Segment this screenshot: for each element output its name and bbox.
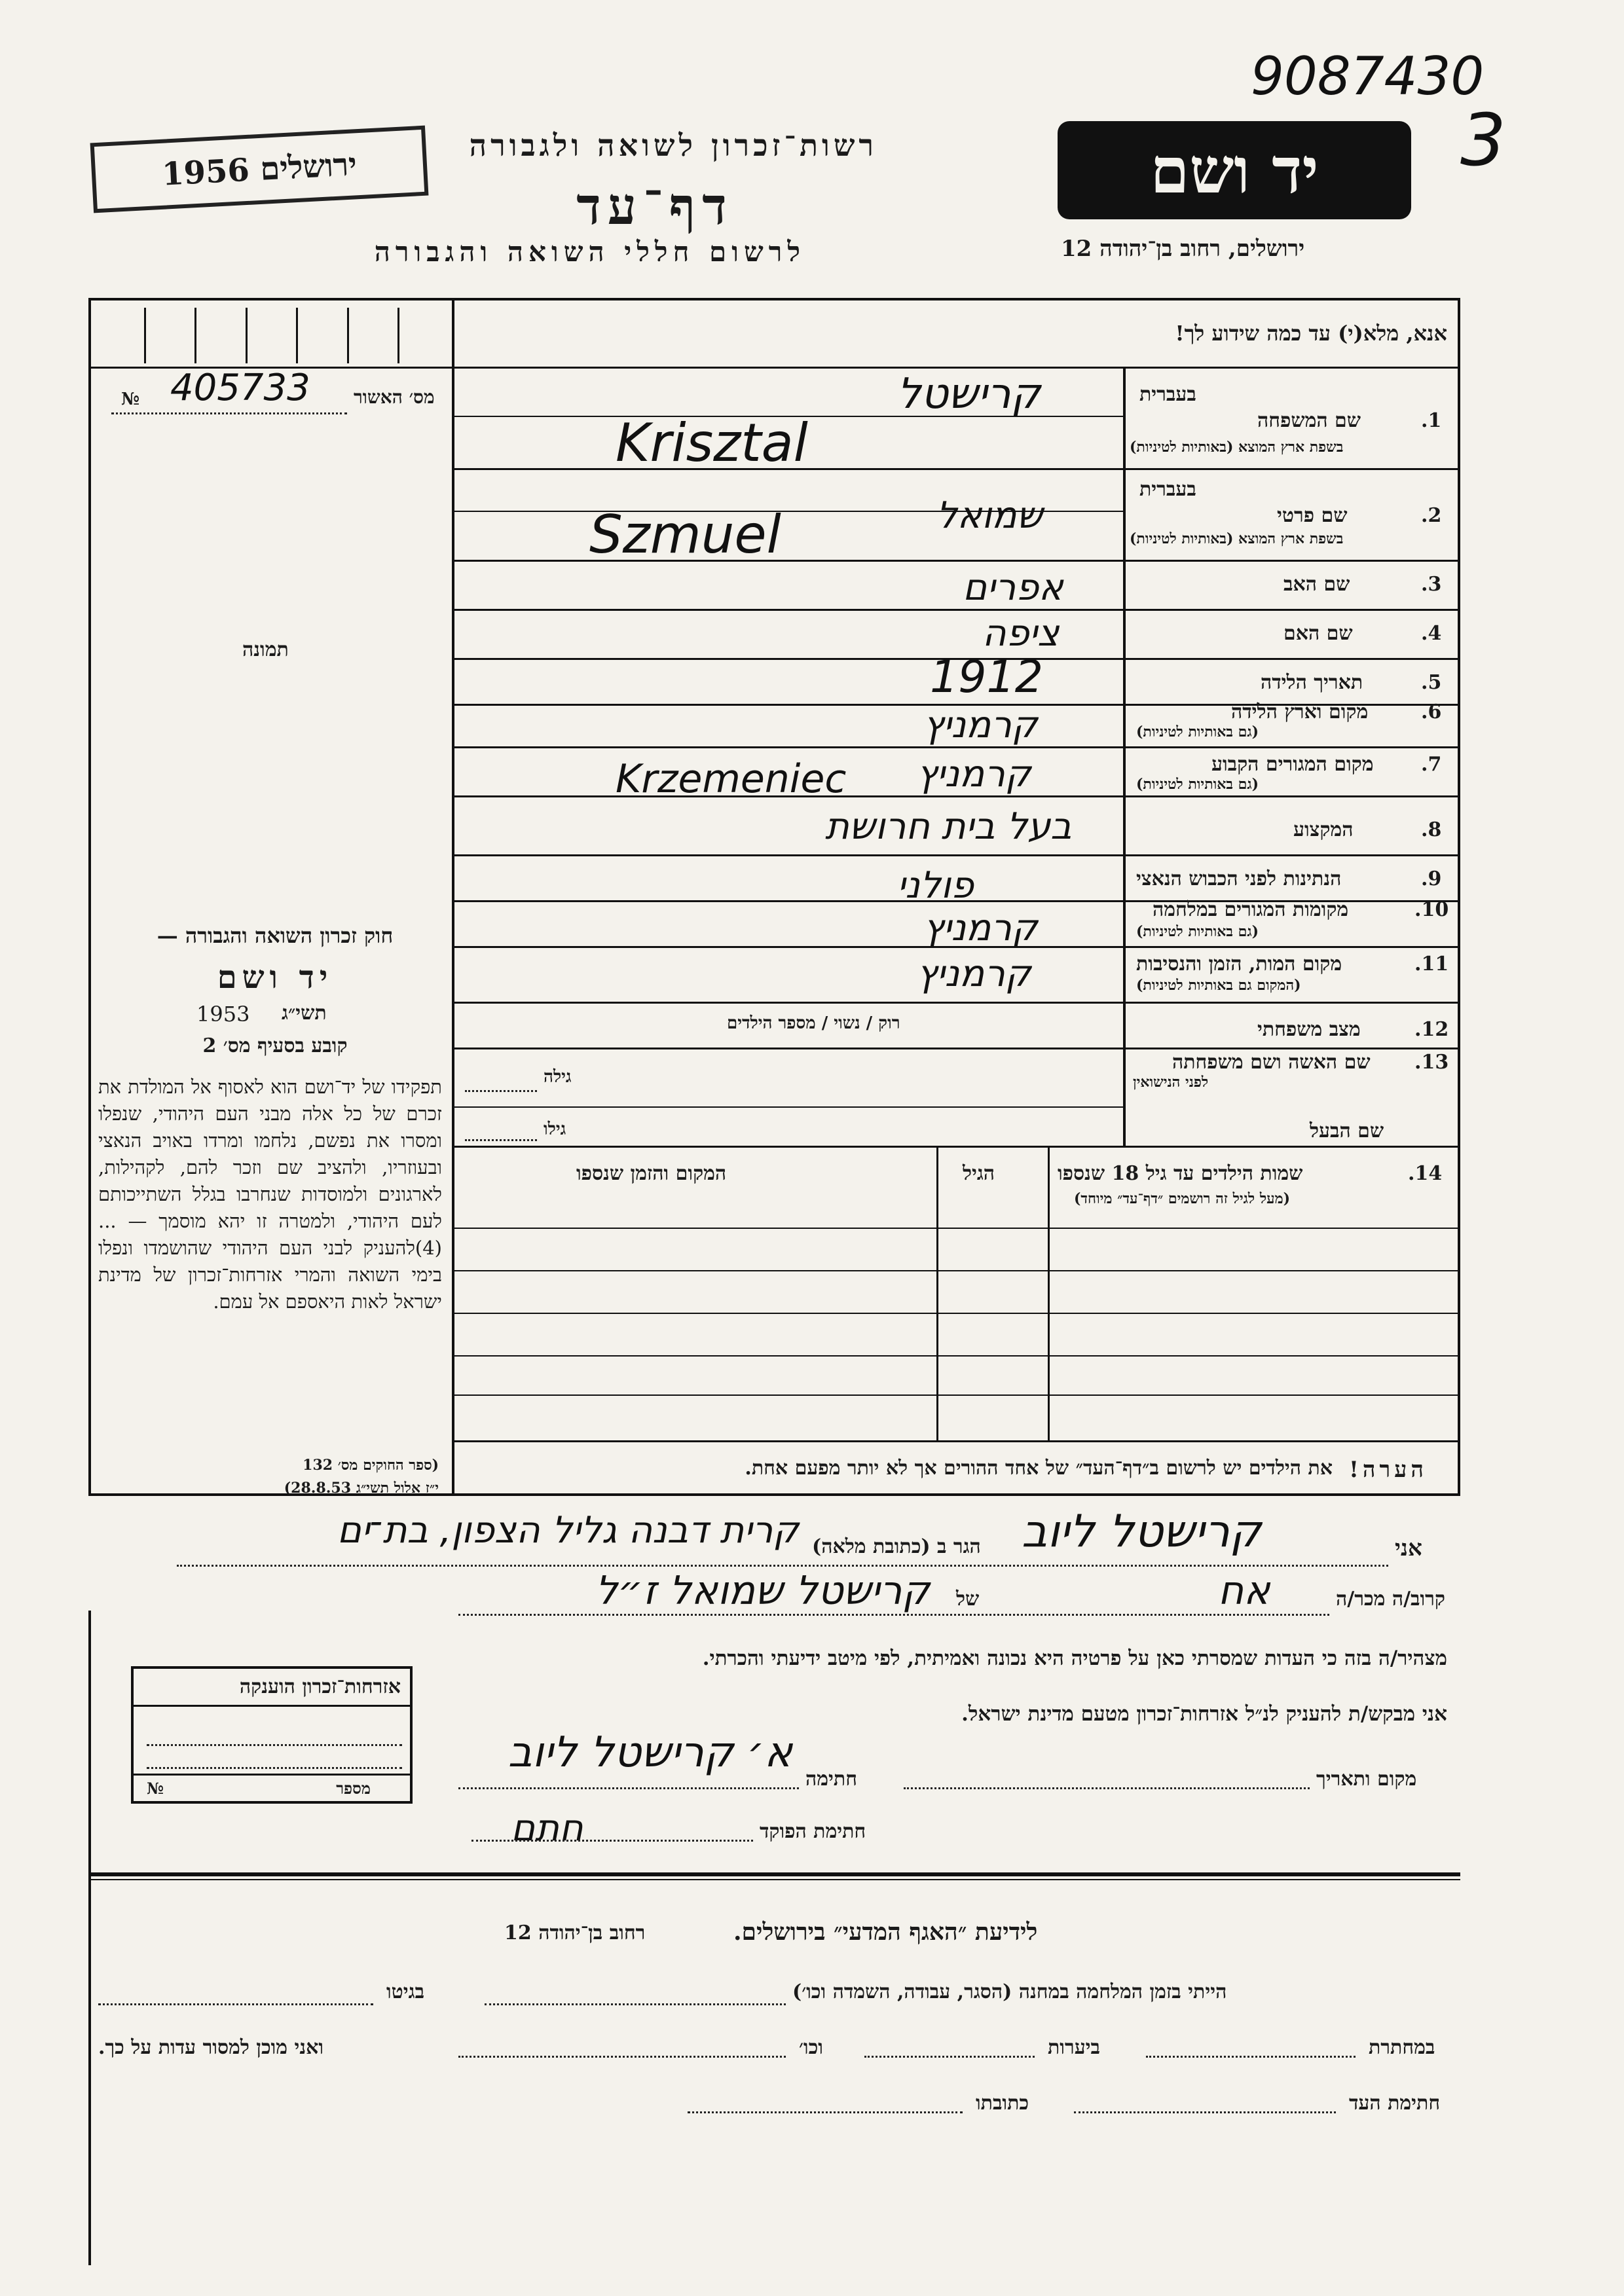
decl-resides-label: הגר ב (כתובת מלאה)	[812, 1535, 981, 1558]
law-year: 1953	[196, 1002, 250, 1027]
page-mark: 3	[1460, 98, 1506, 182]
children-place-col: המקום והזמן שנספו	[576, 1162, 727, 1185]
footer-address: רחוב בן־יהודה 12	[504, 1922, 646, 1944]
field-5-value: 1912	[930, 651, 1044, 703]
hebrew-label-1: בעברית	[1139, 383, 1196, 406]
law-ref: (ספר החוקים מס׳ 132	[303, 1457, 439, 1474]
stamp	[90, 126, 429, 213]
footer-ghetto-label: בגיטו	[386, 1980, 425, 2003]
field-4-value: ציפה	[982, 612, 1060, 655]
field-8-value: בעל בית חרושת	[825, 805, 1072, 848]
citizenship-box	[131, 1666, 413, 1804]
law-logo: יד ושם	[217, 959, 333, 996]
field-13-sub: לפני הנישואין	[1133, 1074, 1209, 1091]
field-5-num: 5.	[1421, 671, 1442, 694]
field-2-value-latin: Szmuel	[589, 504, 781, 565]
field-13-age-label: גילה	[544, 1067, 572, 1087]
form-instruction: אנא, מלא(י) עד כמה שידוע לך!	[1175, 321, 1447, 346]
field-11-num: 11.	[1414, 953, 1449, 975]
citizenship-number-label: מספר	[336, 1779, 371, 1798]
law-text: תפקידו של יד־ושם הוא לאסוף אל המולדת את זכרם של כל אלה מבני העם היהודי, שנפלו ומסרו את נפשם, נלחמו ומרדו באויב הנאצי ובעוזריו, ולהציב שם וזכר להם, לקהילות, לארגונים ולמוסדות שנחרבו בגלל השתייכותם לעם היהודי, ולמטרה זו יהא מוסמך — ...(4)להעניק לבני העם היהודי שהושמדו ונפלו בימי השואה והמרי אזרחות־זכרון של מדינת ישראל לאות היאספם אל עמם.	[98, 1076, 442, 1313]
page-subtitle: לרשום חללי השואה והגבורה	[374, 236, 805, 268]
approval-label: מס׳ האשור	[354, 386, 435, 408]
footer-address-label: כתובתו	[976, 2092, 1029, 2115]
children-age-col: הגיל	[963, 1162, 995, 1185]
decl-signature-label: חתימה	[805, 1768, 857, 1791]
field-2-value-he: שמואל	[936, 494, 1043, 537]
stamp-text: ירושלים 1956	[160, 145, 358, 193]
field-6-num: 6.	[1421, 701, 1442, 723]
field-5-label: תאריך הלידה	[1261, 671, 1363, 694]
decl-of-label: של	[956, 1588, 980, 1611]
decl-relation-value: אח	[1218, 1568, 1270, 1614]
field-6-value: קרמניץ	[923, 704, 1038, 746]
field-8-num: 8.	[1421, 818, 1442, 841]
children-sub: (מעל לגיל זה רושמים ״דף־עד״ מיוחד)	[1074, 1190, 1291, 1207]
field-10-num: 10.	[1414, 898, 1449, 921]
decl-official-label: חתימת הפוקד	[760, 1820, 866, 1843]
note-text: את הילדים יש לרשום ב״דף־העד״ של אחד ההורים אך לא יותר מפעם אחת.	[745, 1457, 1333, 1480]
husband-age-label: גילו	[544, 1120, 566, 1139]
field-9-num: 9.	[1421, 867, 1442, 890]
field-13-num: 13.	[1414, 1051, 1449, 1074]
field-10-value: קרמניץ	[923, 907, 1038, 949]
field-2-num: 2.	[1421, 504, 1442, 527]
field-7-sub: (גם באותיות לטיניות)	[1136, 776, 1259, 793]
field-3-label: שם האב	[1283, 573, 1350, 596]
decl-name-value: קרישטל ליוב	[1022, 1506, 1262, 1558]
field-3-value: אפרים	[963, 566, 1063, 609]
field-7-value-he: קרמניץ	[917, 753, 1031, 795]
form-frame	[88, 298, 1460, 1496]
field-1-value-latin: Krisztal	[616, 412, 808, 473]
decl-signature-value: א׳ קרישטל ליוב	[507, 1728, 792, 1777]
field-2-label: שם פרטי	[1277, 504, 1348, 527]
note-label: הערה!	[1349, 1457, 1428, 1483]
authority-name: רשות־זכרון לשואה ולגבורה	[469, 128, 877, 163]
field-10-sub: (גם באותיות לטיניות)	[1136, 923, 1259, 940]
field-12-options: רוק / נשוי / מספר הילדים	[727, 1013, 900, 1033]
law-year-he: תשי״ג	[282, 1002, 327, 1025]
field-12-label: מצב משפחתי	[1257, 1018, 1361, 1041]
field-1-value-he: קרישטל	[897, 370, 1041, 418]
footer-ready-text: ואני מוכן למסור עדות על כך.	[98, 2036, 324, 2059]
field-4-label: שם האם	[1283, 622, 1353, 645]
field-8-label: המקצוע	[1293, 818, 1354, 841]
field-1-sub: בשפת ארץ המוצא (באותיות לטיניות)	[1130, 439, 1344, 456]
field-6-sub: (גם באותיות לטיניות)	[1136, 723, 1259, 740]
decl-of-value: קרישטל שמואל ז״ל	[595, 1568, 930, 1614]
footer-title: לידיעת ״האגף המדעי״ בירושלים.	[733, 1918, 1038, 1946]
field-7-num: 7.	[1421, 753, 1442, 776]
decl-i-label: אני	[1395, 1535, 1422, 1561]
husband-label: שם הבעל	[1310, 1120, 1384, 1142]
children-num: 14.	[1408, 1162, 1443, 1185]
field-10-label: מקומות המגורים במלחמה	[1153, 898, 1349, 921]
law-clause: קובע בסעיף מס׳ 2	[202, 1034, 348, 1057]
approval-boxes	[95, 308, 449, 363]
field-1-num: 1.	[1421, 409, 1442, 432]
citizenship-number-prefix: №	[147, 1779, 164, 1798]
field-12-num: 12.	[1414, 1018, 1449, 1041]
field-11-label: מקום המות, הזמן והנסיבות	[1136, 953, 1342, 975]
decl-official-value: חתם	[511, 1807, 583, 1850]
law-title: חוק זכרון השואה והגבורה —	[157, 923, 394, 948]
approval-number-prefix: №	[121, 390, 140, 409]
decl-address-value: קרית דבנה גליל הצפון, בת־ים	[337, 1509, 799, 1552]
address: ירושלים, רחוב בן־יהודה 12	[1061, 236, 1305, 262]
footer-forest-label: ביערות	[1048, 2036, 1101, 2059]
decl-declare-text: מצהיר/ה בזה כי העדות שמסרתי כאן על פרטיה היא נכונה ואמיתית, לפי מיטב ידיעתי והכרתי.	[702, 1647, 1447, 1670]
field-3-num: 3.	[1421, 573, 1442, 596]
logo	[1058, 121, 1411, 219]
field-9-value: פולני	[897, 864, 974, 907]
field-13-label: שם האשה ושם משפחתה	[1172, 1051, 1371, 1074]
footer-hiding-label: במחתרת	[1369, 2036, 1435, 2059]
field-7-label: מקום המגורים הקבוע	[1211, 753, 1374, 776]
hebrew-label-2: בעברית	[1139, 478, 1196, 501]
decl-place-date-label: מקום ותאריך	[1316, 1768, 1417, 1791]
field-1-label: שם המשפחה	[1257, 409, 1361, 432]
page-title: דף־עד	[576, 177, 733, 236]
handwritten-number: 9087430	[1251, 46, 1485, 107]
field-9-label: הנתינות לפני הכבוש הנאצי	[1136, 867, 1342, 890]
field-11-value: קרמניץ	[917, 953, 1031, 995]
decl-request-text: אני מבקש/ת להעניק לנ״ל אזרחות־זכרון מטעם מדינת ישראל.	[961, 1702, 1447, 1726]
photo-label: תמונה	[242, 638, 289, 661]
field-4-num: 4.	[1421, 622, 1442, 645]
law-ref-2: י״ז אלול תשי״ג 28.8.53)	[284, 1480, 439, 1497]
field-6-label: מקום וארץ הלידה	[1231, 701, 1369, 723]
children-label: שמות הילדים עד גיל 18 שנספו	[1058, 1162, 1303, 1185]
citizenship-box-title: אזרחות־זכרון הוענקה	[239, 1675, 401, 1698]
field-2-sub: בשפת ארץ המוצא (באותיות לטיניות)	[1130, 530, 1344, 547]
field-7-value-latin: Krzemeniec	[616, 756, 847, 802]
footer-etc-label: וכו׳	[799, 2036, 823, 2059]
decl-relative-label: קרוב/ה מכר/ה	[1336, 1588, 1445, 1611]
field-11-sub: (המקום גם באותיות לטיניות)	[1136, 977, 1301, 994]
logo-text: יד ושם	[1150, 133, 1319, 208]
approval-number: 405733	[170, 367, 310, 409]
footer-witness-sig-label: חתימת העד	[1349, 2092, 1441, 2115]
footer-camp-text: הייתי בזמן המלחמה במחנה (הסגר, עבודה, השמדה וכו׳)	[792, 1980, 1227, 2003]
